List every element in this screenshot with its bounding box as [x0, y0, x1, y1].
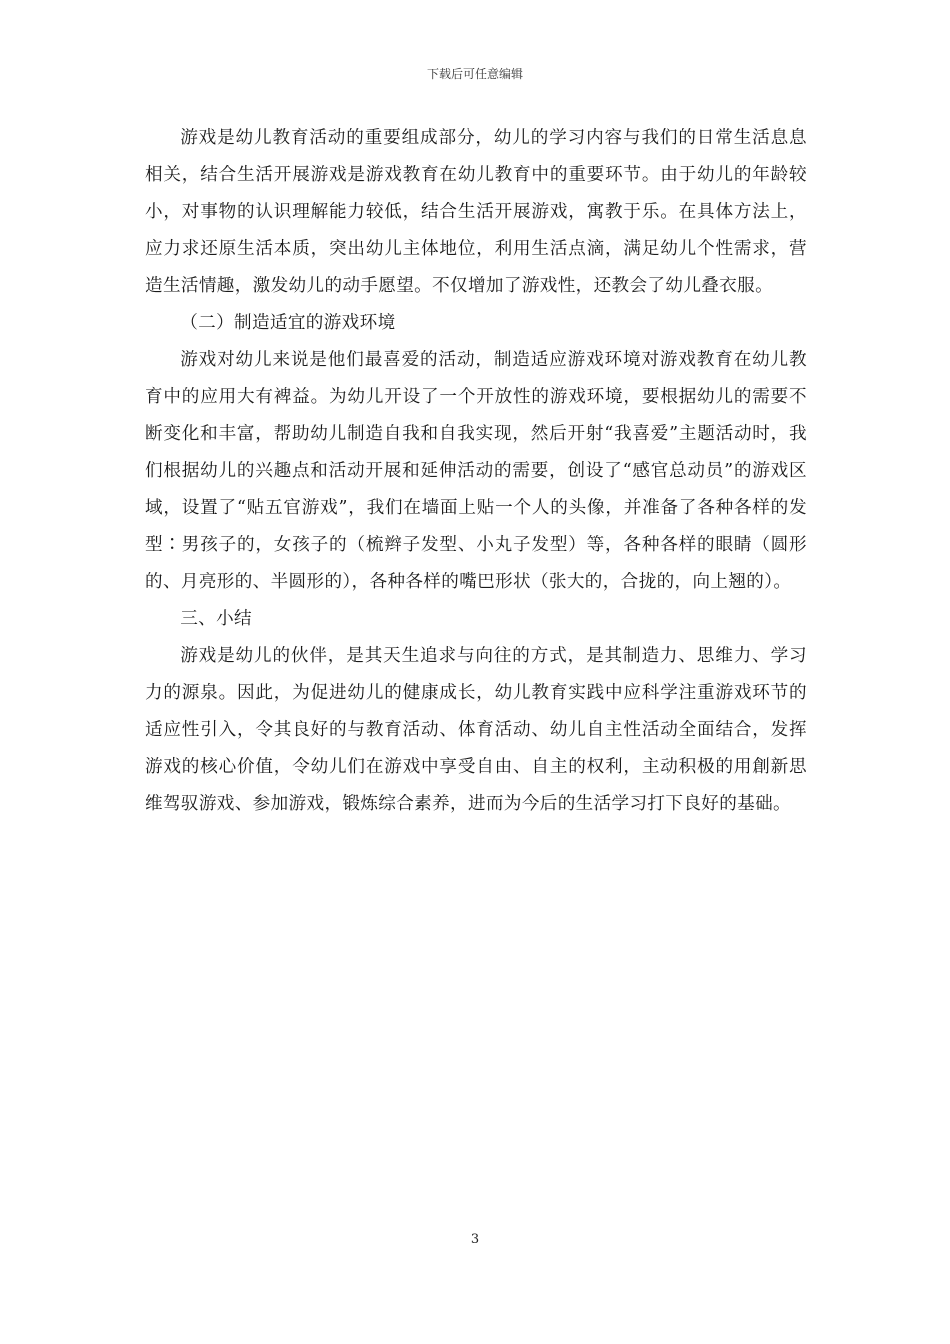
- section-heading-environment: （二）制造适宜的游戏环境: [180, 313, 396, 333]
- paragraph-life-games: 游戏是幼儿教育活动的重要组成部分，幼儿的学习内容与我们的日常生活息息相关，结合生活开展游戏是游戏教育在幼儿教育中的重要环节。由于幼儿的年龄较小，对事物的认识理解能力较低，结合生活开展游戏，寓教于乐。在具体方法上，应力求还原生活本质，突出幼儿主体地位，利用生活点滴，满足幼儿个性需求，营造生活情趣，激发幼儿的动手愿望。不仅增加了游戏性，还教会了幼儿叠衣服。: [145, 128, 807, 296]
- paragraph-summary: 游戏是幼儿的伙伴，是其天生追求与向往的方式，是其制造力、思维力、学习力的源泉。因此，为促进幼儿的健康成长，幼儿教育实践中应科学注重游戏环节的适应性引入，令其良好的与教育活动、体育活动、幼儿自主性活动全面结合，发挥游戏的核心价值，令幼儿们在游戏中享受自由、自主的权利，主动积极的用創新思维驾驭游戏、参加游戏，锻炼综合素养，进而为今后的生活学习打下良好的基础。: [145, 646, 807, 814]
- page-header: 下载后可任意编辑: [426, 67, 523, 81]
- document-body: [145, 120, 807, 823]
- paragraph-game-environment: 游戏对幼儿来说是他们最喜爱的活动，制造适应游戏环境对游戏教育在幼儿教育中的应用大有裨益。为幼儿开设了一个开放性的游戏环境，要根据幼儿的需要不断变化和丰富，帮助幼儿制造自我和自我实现，然后开射“我喜爱”主题活动时，我们根据幼儿的兴趣点和活动开展和延伸活动的需要，创设了“感官总动员”的游戏区域，设置了“贴五官游戏”，我们在墙面上贴一个人的头像，并准备了各种各样的发型∶男孩子的，女孩子的（梳辫子发型、小丸子发型）等，各种各样的眼睛（圆形的、月亮形的、半圆形的），各种各样的嘴巴形状（张大的，合拢的，向上翘的）。: [145, 350, 807, 592]
- page-number: 3: [470, 1232, 480, 1247]
- section-heading-summary: 三、小结: [180, 609, 252, 629]
